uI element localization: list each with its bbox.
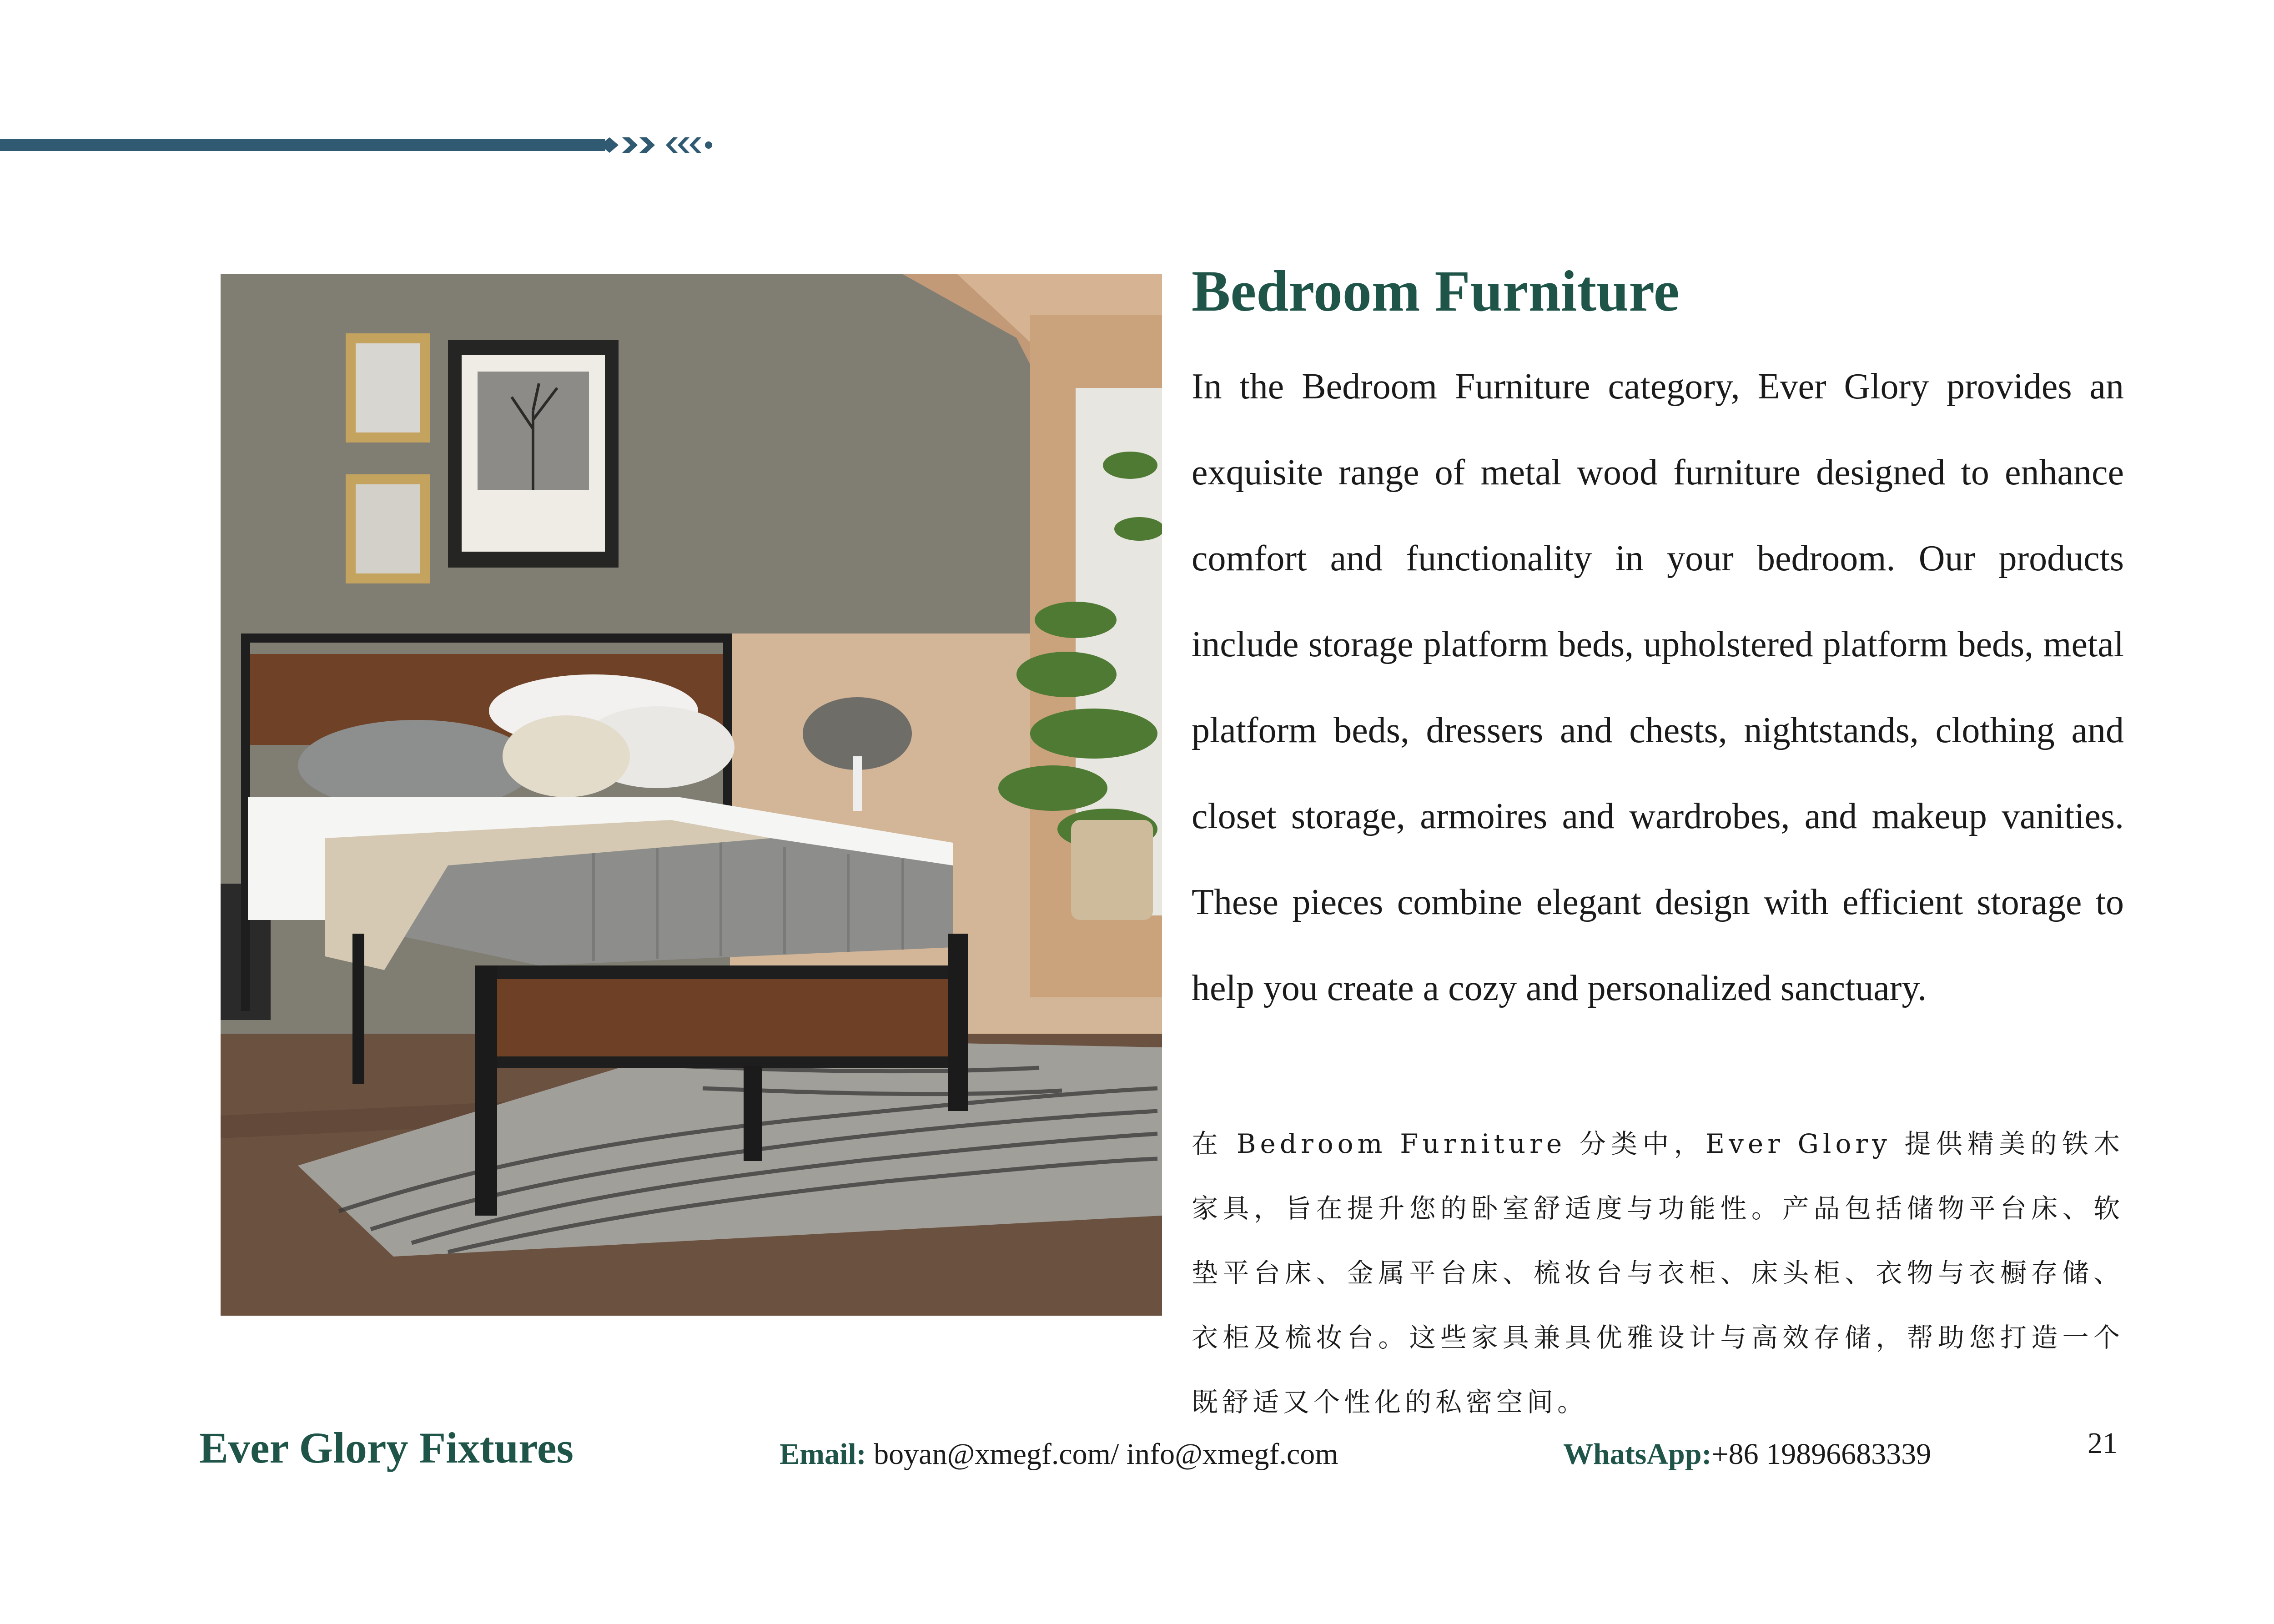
footer-email xyxy=(780,1437,1338,1472)
page-number: 21 xyxy=(2088,1427,2118,1460)
email-value[interactable]: boyan@xmegf.com/ info@xmegf.com xyxy=(866,1438,1338,1471)
footer-whatsapp xyxy=(1563,1437,1931,1472)
header-rule xyxy=(0,139,605,151)
chevron-ornament-icon xyxy=(596,133,714,157)
description-chinese: 在 Bedroom Furniture 分类中，Ever Glory 提供精美的铁木家具，旨在提升您的卧室舒适度与功能性。产品包括储物平台床、软垫平台床、金属平台床、梳妆台与衣柜、床头柜、衣物与衣橱存储、衣柜及梳妆台。这些家具兼具优雅设计与高效存储，帮助您打造一个既舒适又个性化的私密空间。 xyxy=(1192,1128,2124,1418)
page-title: Bedroom Furniture xyxy=(1192,259,1680,323)
whatsapp-label: WhatsApp: xyxy=(1563,1438,1712,1471)
footer-brand: Ever Glory Fixtures xyxy=(199,1423,574,1472)
whatsapp-value: +86 19896683339 xyxy=(1711,1438,1932,1471)
email-label: Email: xyxy=(780,1438,866,1471)
bedroom-photo xyxy=(221,274,1162,1316)
description-english: In the Bedroom Furniture category, Ever Glory provides an exquisite range of metal wood furniture designed to enhance comfort and functionality in your bedroom. Our products include storage platform beds, upholstered platform beds, metal platform beds, dressers and chests, nightstands, clothing and closet storage, armoires and wardrobes, and makeup vanities. These pieces combine elegant design with efficient storage to help you create a cozy and personalized sanctuary. xyxy=(1192,367,2124,1008)
